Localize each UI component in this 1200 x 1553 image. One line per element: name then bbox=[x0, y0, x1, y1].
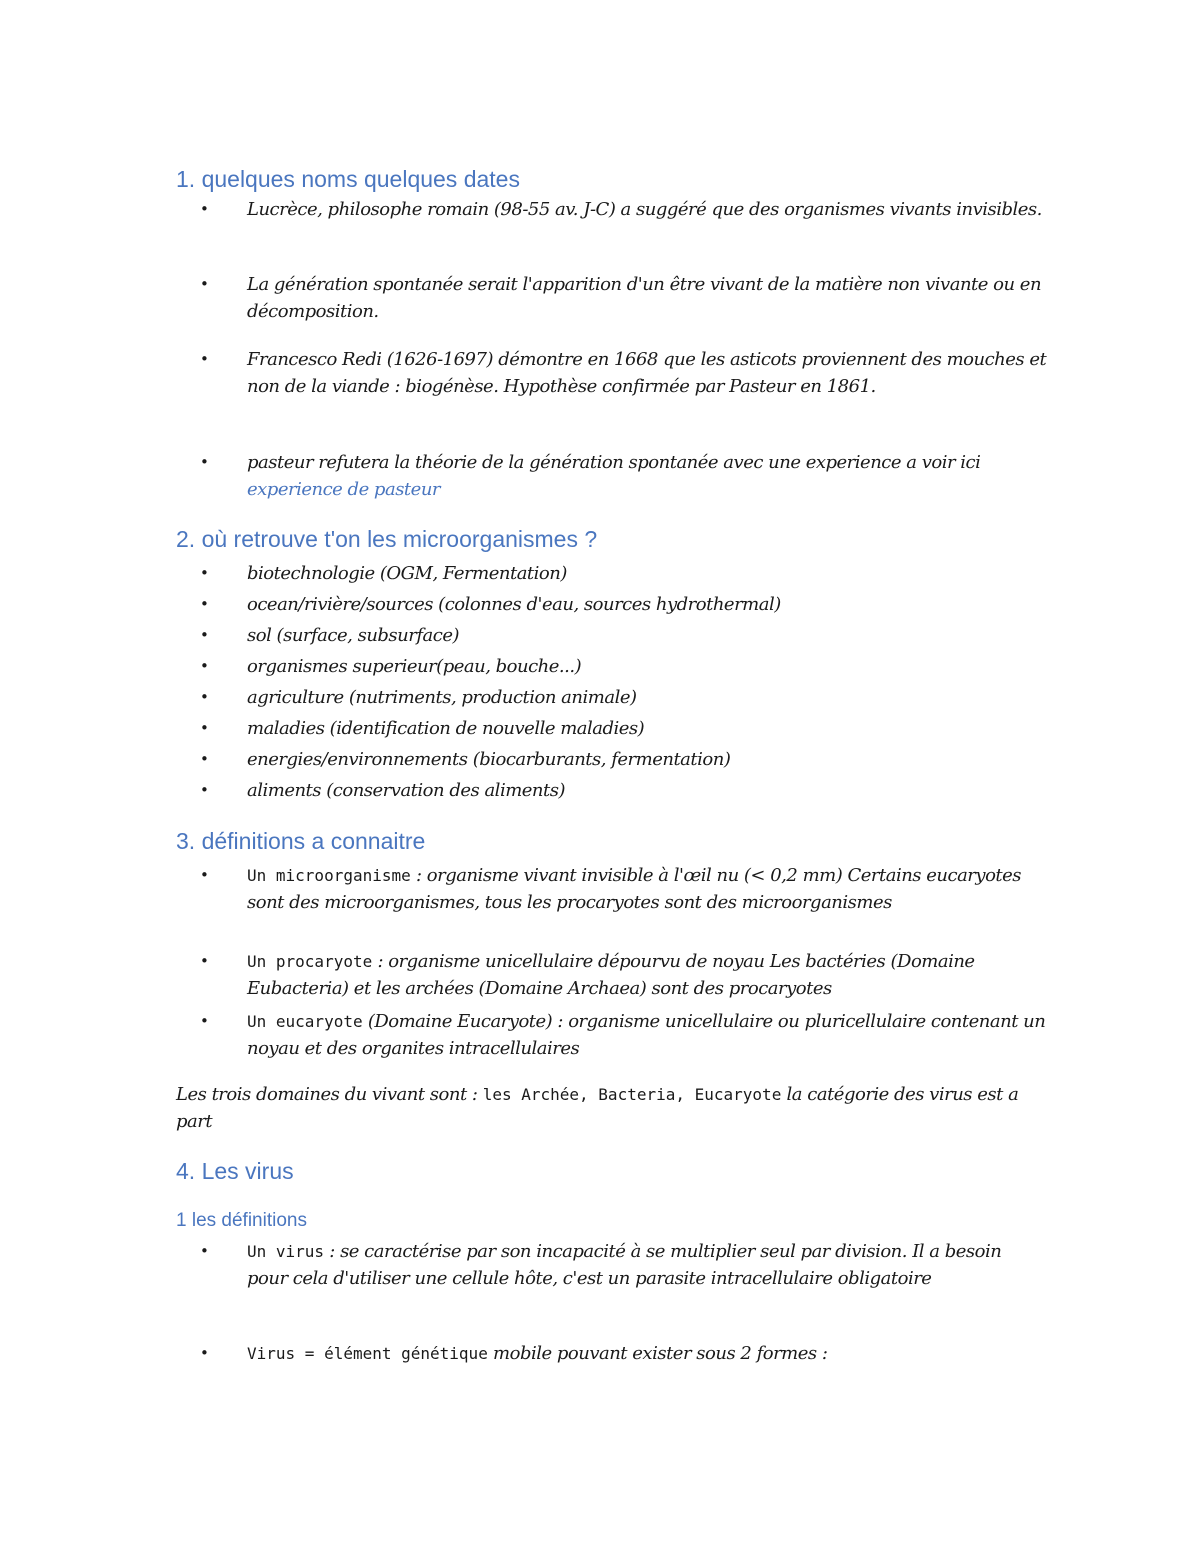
definition-virus bbox=[247, 1238, 1047, 1292]
bullet-icon: • bbox=[200, 657, 209, 675]
bullet-icon: • bbox=[200, 1344, 209, 1362]
bullet-icon: • bbox=[200, 866, 209, 884]
definition-term: Un procaryote bbox=[247, 952, 373, 971]
bullet-icon: • bbox=[200, 350, 209, 368]
bullet-icon: • bbox=[200, 453, 209, 471]
list-item: aliments (conservation des aliments) bbox=[247, 780, 566, 801]
definition-term: Un virus bbox=[247, 1242, 325, 1261]
definition-eucaryote bbox=[247, 1008, 1047, 1062]
list-item: organismes superieur(peau, bouche...) bbox=[247, 656, 582, 677]
definition-term: Un eucaryote bbox=[247, 1012, 363, 1031]
bullet-icon: • bbox=[200, 952, 209, 970]
list-item: Lucrèce, philosophe romain (98-55 av. J-C) a suggéré que des organismes vivants invisibles. bbox=[247, 199, 1042, 220]
definition-text: mobile pouvant exister sous 2 formes : bbox=[487, 1343, 828, 1364]
definition-text: : se caractérise par son incapacité à se multiplier seul par division. Il a besoin pour cela d'utiliser une cellule hôte, c'est un parasite intracellulaire obligatoire bbox=[247, 1241, 1002, 1289]
definition-text: (Domaine Eucaryote) : organisme unicellulaire ou pluricellulaire contenant un noyau et des organites intracellulaires bbox=[247, 1011, 1046, 1059]
bullet-icon: • bbox=[200, 750, 209, 768]
list-item bbox=[247, 449, 1047, 503]
list-item: Francesco Redi (1626-1697) démontre en 1668 que les asticots proviennent des mouches et non de la viande : biogénèse. Hypothèse confirmée par Pasteur en 1861. bbox=[247, 349, 1047, 397]
definition-term: Un microorganisme bbox=[247, 866, 411, 885]
subheading-definitions: 1 les définitions bbox=[176, 1210, 307, 1231]
bullet-icon: • bbox=[200, 595, 209, 613]
list-item-text: pasteur refutera la théorie de la génération spontanée avec une experience a voir ici bbox=[247, 452, 981, 473]
definition-text: : organisme unicellulaire dépourvu de noyau Les bactéries (Domaine Eubacteria) et les archées (Domaine Archaea) sont des procaryotes bbox=[247, 951, 975, 999]
bullet-icon: • bbox=[200, 781, 209, 799]
definition-text: : organisme vivant invisible à l'œil nu (< 0,2 mm) Certains eucaryotes sont des microorganismes, tous les procaryotes sont des microorganismes bbox=[247, 865, 1022, 913]
definition-virus-element bbox=[247, 1340, 1047, 1367]
bullet-icon: • bbox=[200, 626, 209, 644]
domains-paragraph bbox=[176, 1081, 1046, 1135]
list-item: ocean/rivière/sources (colonnes d'eau, sources hydrothermal) bbox=[247, 594, 781, 615]
list-item: biotechnologie (OGM, Fermentation) bbox=[247, 563, 567, 584]
bullet-icon: • bbox=[200, 275, 209, 293]
bullet-icon: • bbox=[200, 719, 209, 737]
heading-section-4: 4. Les virus bbox=[176, 1158, 294, 1184]
paragraph-text: la catégorie des virus est a part bbox=[176, 1084, 1019, 1132]
heading-section-1: 1. quelques noms quelques dates bbox=[176, 166, 520, 192]
list-item: maladies (identification de nouvelle maladies) bbox=[247, 718, 645, 739]
definition-microorganisme bbox=[247, 862, 1047, 916]
bullet-icon: • bbox=[200, 200, 209, 218]
bullet-icon: • bbox=[200, 1242, 209, 1260]
domains-code: les Archée, Bacteria, Eucaryote bbox=[482, 1085, 782, 1104]
heading-section-2: 2. où retrouve t'on les microorganismes ? bbox=[176, 526, 598, 552]
list-item: energies/environnements (biocarburants, fermentation) bbox=[247, 749, 731, 770]
heading-section-3: 3. définitions a connaitre bbox=[176, 828, 426, 854]
definition-term: Virus = élément génétique bbox=[247, 1344, 488, 1363]
list-item: La génération spontanée serait l'apparition d'un être vivant de la matière non vivante ou en décomposition. bbox=[247, 274, 1042, 322]
bullet-icon: • bbox=[200, 564, 209, 582]
list-item: agriculture (nutriments, production animale) bbox=[247, 687, 637, 708]
bullet-icon: • bbox=[200, 688, 209, 706]
definition-procaryote bbox=[247, 948, 1047, 1002]
paragraph-text: Les trois domaines du vivant sont : bbox=[176, 1084, 483, 1105]
list-item: sol (surface, subsurface) bbox=[247, 625, 460, 646]
bullet-icon: • bbox=[200, 1012, 209, 1030]
experience-link[interactable]: experience de pasteur bbox=[247, 479, 441, 500]
